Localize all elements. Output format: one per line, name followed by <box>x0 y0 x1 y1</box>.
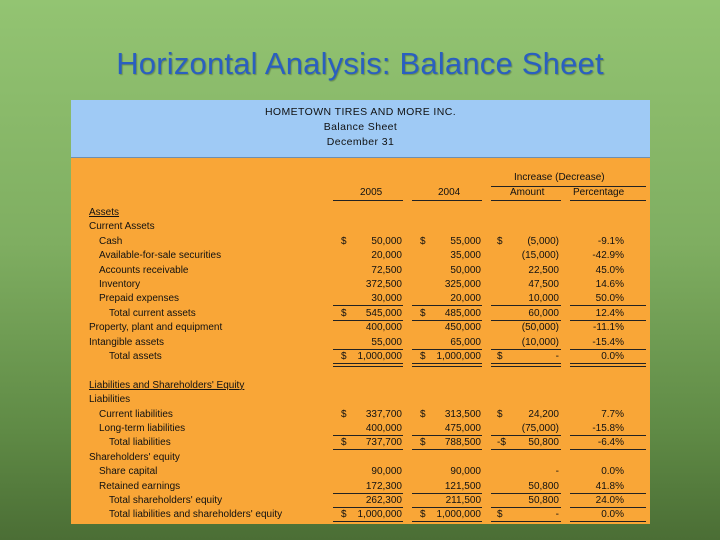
cell-v05: 55,000 <box>371 336 402 348</box>
table-row <box>71 494 650 508</box>
cell-pct: -11.1% <box>593 322 624 334</box>
currency-symbol: $ <box>497 235 503 247</box>
row-label: Property, plant and equipment <box>89 322 223 334</box>
cell-amt: (50,000) <box>521 322 559 334</box>
table-row <box>71 508 650 522</box>
table-row <box>71 364 650 378</box>
row-label: Liabilities <box>89 394 131 406</box>
cell-pct: 0.0% <box>601 509 624 521</box>
table-row <box>71 451 650 465</box>
currency-symbol: $ <box>341 408 347 420</box>
cell-pct: 41.8% <box>595 480 624 492</box>
cell-v04: 90,000 <box>450 466 481 478</box>
currency-symbol: $ <box>420 437 426 449</box>
table-row <box>71 436 650 450</box>
table-row <box>71 465 650 479</box>
cell-v05: 90,000 <box>371 466 402 478</box>
table-row <box>71 350 650 364</box>
cell-v05: 372,500 <box>365 279 402 290</box>
cell-v05: 20,000 <box>371 250 402 262</box>
cell-amt: (15,000) <box>521 250 559 262</box>
cell-pct: 0.0% <box>601 351 624 362</box>
table-row <box>71 480 650 494</box>
cell-v04: 325,000 <box>444 279 481 290</box>
cell-v05: 30,000 <box>371 293 402 305</box>
cell-v05: 400,000 <box>365 423 402 434</box>
cell-v04: 450,000 <box>444 322 481 334</box>
table-row <box>71 235 650 249</box>
cell-pct: -15.8% <box>592 423 624 434</box>
row-label: Liabilities and Shareholders' Equity <box>89 379 245 391</box>
double-total-rule <box>491 521 561 524</box>
cell-v04: 121,500 <box>444 480 481 492</box>
cell-v05: 1,000,000 <box>357 509 402 521</box>
cell-amt: 60,000 <box>528 307 559 319</box>
row-label: Accounts receivable <box>99 264 189 276</box>
currency-symbol: $ <box>420 408 426 420</box>
cell-pct: -42.9% <box>592 250 624 262</box>
cell-v05: 737,700 <box>365 437 402 449</box>
cell-amt: - <box>555 351 559 362</box>
table-row <box>71 379 650 393</box>
cell-amt: - <box>555 466 559 478</box>
cell-amt: 50,800 <box>528 480 559 492</box>
cell-v04: 65,000 <box>450 336 481 348</box>
increase-decrease-header: Increase (Decrease) <box>514 172 605 183</box>
slide-title: Horizontal Analysis: Balance Sheet <box>116 46 604 81</box>
col-2004-header: 2004 <box>438 187 461 198</box>
currency-symbol: $ <box>420 509 426 521</box>
row-label: Current Assets <box>89 221 155 233</box>
currency-symbol: -$ <box>497 437 506 449</box>
cell-pct: -6.4% <box>597 437 624 449</box>
cell-v05: 337,700 <box>365 408 402 420</box>
currency-symbol: $ <box>420 235 426 247</box>
cell-v05: 262,300 <box>365 495 402 506</box>
cell-v05: 1,000,000 <box>357 351 402 362</box>
col-amount-rule <box>491 200 561 201</box>
table-row <box>71 307 650 321</box>
cell-v04: 485,000 <box>444 307 481 319</box>
double-total-rule <box>412 521 482 524</box>
cell-pct: 14.6% <box>595 279 624 290</box>
cell-pct: 50.0% <box>595 293 624 305</box>
cell-amt: 47,500 <box>528 279 559 290</box>
statement-date: December 31 <box>326 136 395 148</box>
row-label: Available-for-sale securities <box>99 250 222 262</box>
col-percentage-rule <box>570 200 646 201</box>
cell-pct: 12.4% <box>595 307 624 319</box>
cell-amt: 50,800 <box>528 437 559 449</box>
cell-amt: - <box>555 509 559 521</box>
cell-pct: 7.7% <box>601 408 624 420</box>
balance-sheet-table <box>71 100 650 524</box>
cell-pct: -9.1% <box>597 235 624 247</box>
currency-symbol: $ <box>497 509 503 521</box>
currency-symbol: $ <box>341 307 347 319</box>
row-label: Intangible assets <box>89 336 165 348</box>
cell-v05: 50,000 <box>371 235 402 247</box>
cell-amt: 50,800 <box>528 495 559 506</box>
col-percentage-header: Percentage <box>573 187 625 198</box>
table-row <box>71 278 650 292</box>
cell-v05: 545,000 <box>365 307 402 319</box>
row-label: Inventory <box>99 279 141 290</box>
row-label: Total shareholders' equity <box>109 495 223 506</box>
cell-pct: 0.0% <box>601 466 624 478</box>
table-row <box>71 321 650 335</box>
cell-v04: 35,000 <box>450 250 481 262</box>
cell-v04: 313,500 <box>444 408 481 420</box>
cell-v04: 55,000 <box>450 235 481 247</box>
col-2004-rule <box>412 200 482 201</box>
row-label: Total assets <box>109 351 162 362</box>
table-row <box>71 264 650 278</box>
currency-symbol: $ <box>341 437 347 449</box>
table-row <box>71 422 650 436</box>
double-total-rule <box>570 521 646 524</box>
row-label: Share capital <box>99 466 158 478</box>
row-label: Current liabilities <box>99 408 173 420</box>
cell-amt: 10,000 <box>528 293 559 305</box>
currency-symbol: $ <box>420 351 426 362</box>
row-label: Cash <box>99 235 123 247</box>
cell-v05: 172,300 <box>365 480 402 492</box>
cell-pct: -15.4% <box>592 336 624 348</box>
double-total-rule <box>333 521 403 524</box>
table-row <box>71 336 650 350</box>
cell-v05: 72,500 <box>371 264 402 276</box>
cell-amt: (5,000) <box>527 235 559 247</box>
cell-v04: 20,000 <box>450 293 481 305</box>
table-row <box>71 249 650 263</box>
row-label: Assets <box>89 207 120 218</box>
row-label: Total current assets <box>109 307 196 319</box>
row-label: Prepaid expenses <box>99 293 180 305</box>
cell-v04: 1,000,000 <box>436 351 481 362</box>
row-label: Shareholders' equity <box>89 451 180 463</box>
currency-symbol: $ <box>341 235 347 247</box>
cell-v05: 400,000 <box>365 322 402 334</box>
cell-amt: (10,000) <box>521 336 559 348</box>
cell-v04: 788,500 <box>444 437 481 449</box>
cell-pct: 45.0% <box>595 264 624 276</box>
table-row <box>71 220 650 234</box>
row-label: Retained earnings <box>99 480 181 492</box>
company-name: HOMETOWN TIRES AND MORE INC. <box>264 106 457 118</box>
row-label: Total liabilities <box>109 437 171 449</box>
col-amount-header: Amount <box>510 187 545 198</box>
cell-v04: 211,500 <box>445 495 481 506</box>
cell-amt: 22,500 <box>528 264 559 276</box>
statement-name: Balance Sheet <box>323 121 398 133</box>
table-row <box>71 292 650 306</box>
cell-v04: 1,000,000 <box>436 509 481 521</box>
cell-v04: 475,000 <box>444 423 481 434</box>
col-2005-rule <box>333 200 403 201</box>
row-label: Total liabilities and shareholders' equity <box>109 509 283 521</box>
cell-pct: 24.0% <box>595 495 624 506</box>
table-row <box>71 408 650 422</box>
statement-header <box>71 100 650 158</box>
currency-symbol: $ <box>497 351 503 362</box>
cell-amt: 24,200 <box>528 408 559 420</box>
currency-symbol: $ <box>420 307 426 319</box>
cell-amt: (75,000) <box>521 423 559 434</box>
cell-v04: 50,000 <box>450 264 481 276</box>
currency-symbol: $ <box>497 408 503 420</box>
currency-symbol: $ <box>341 351 347 362</box>
row-label: Long-term liabilities <box>99 423 186 434</box>
col-2005-header: 2005 <box>360 187 383 198</box>
table-row <box>71 393 650 407</box>
currency-symbol: $ <box>341 509 347 521</box>
table-row <box>71 206 650 220</box>
